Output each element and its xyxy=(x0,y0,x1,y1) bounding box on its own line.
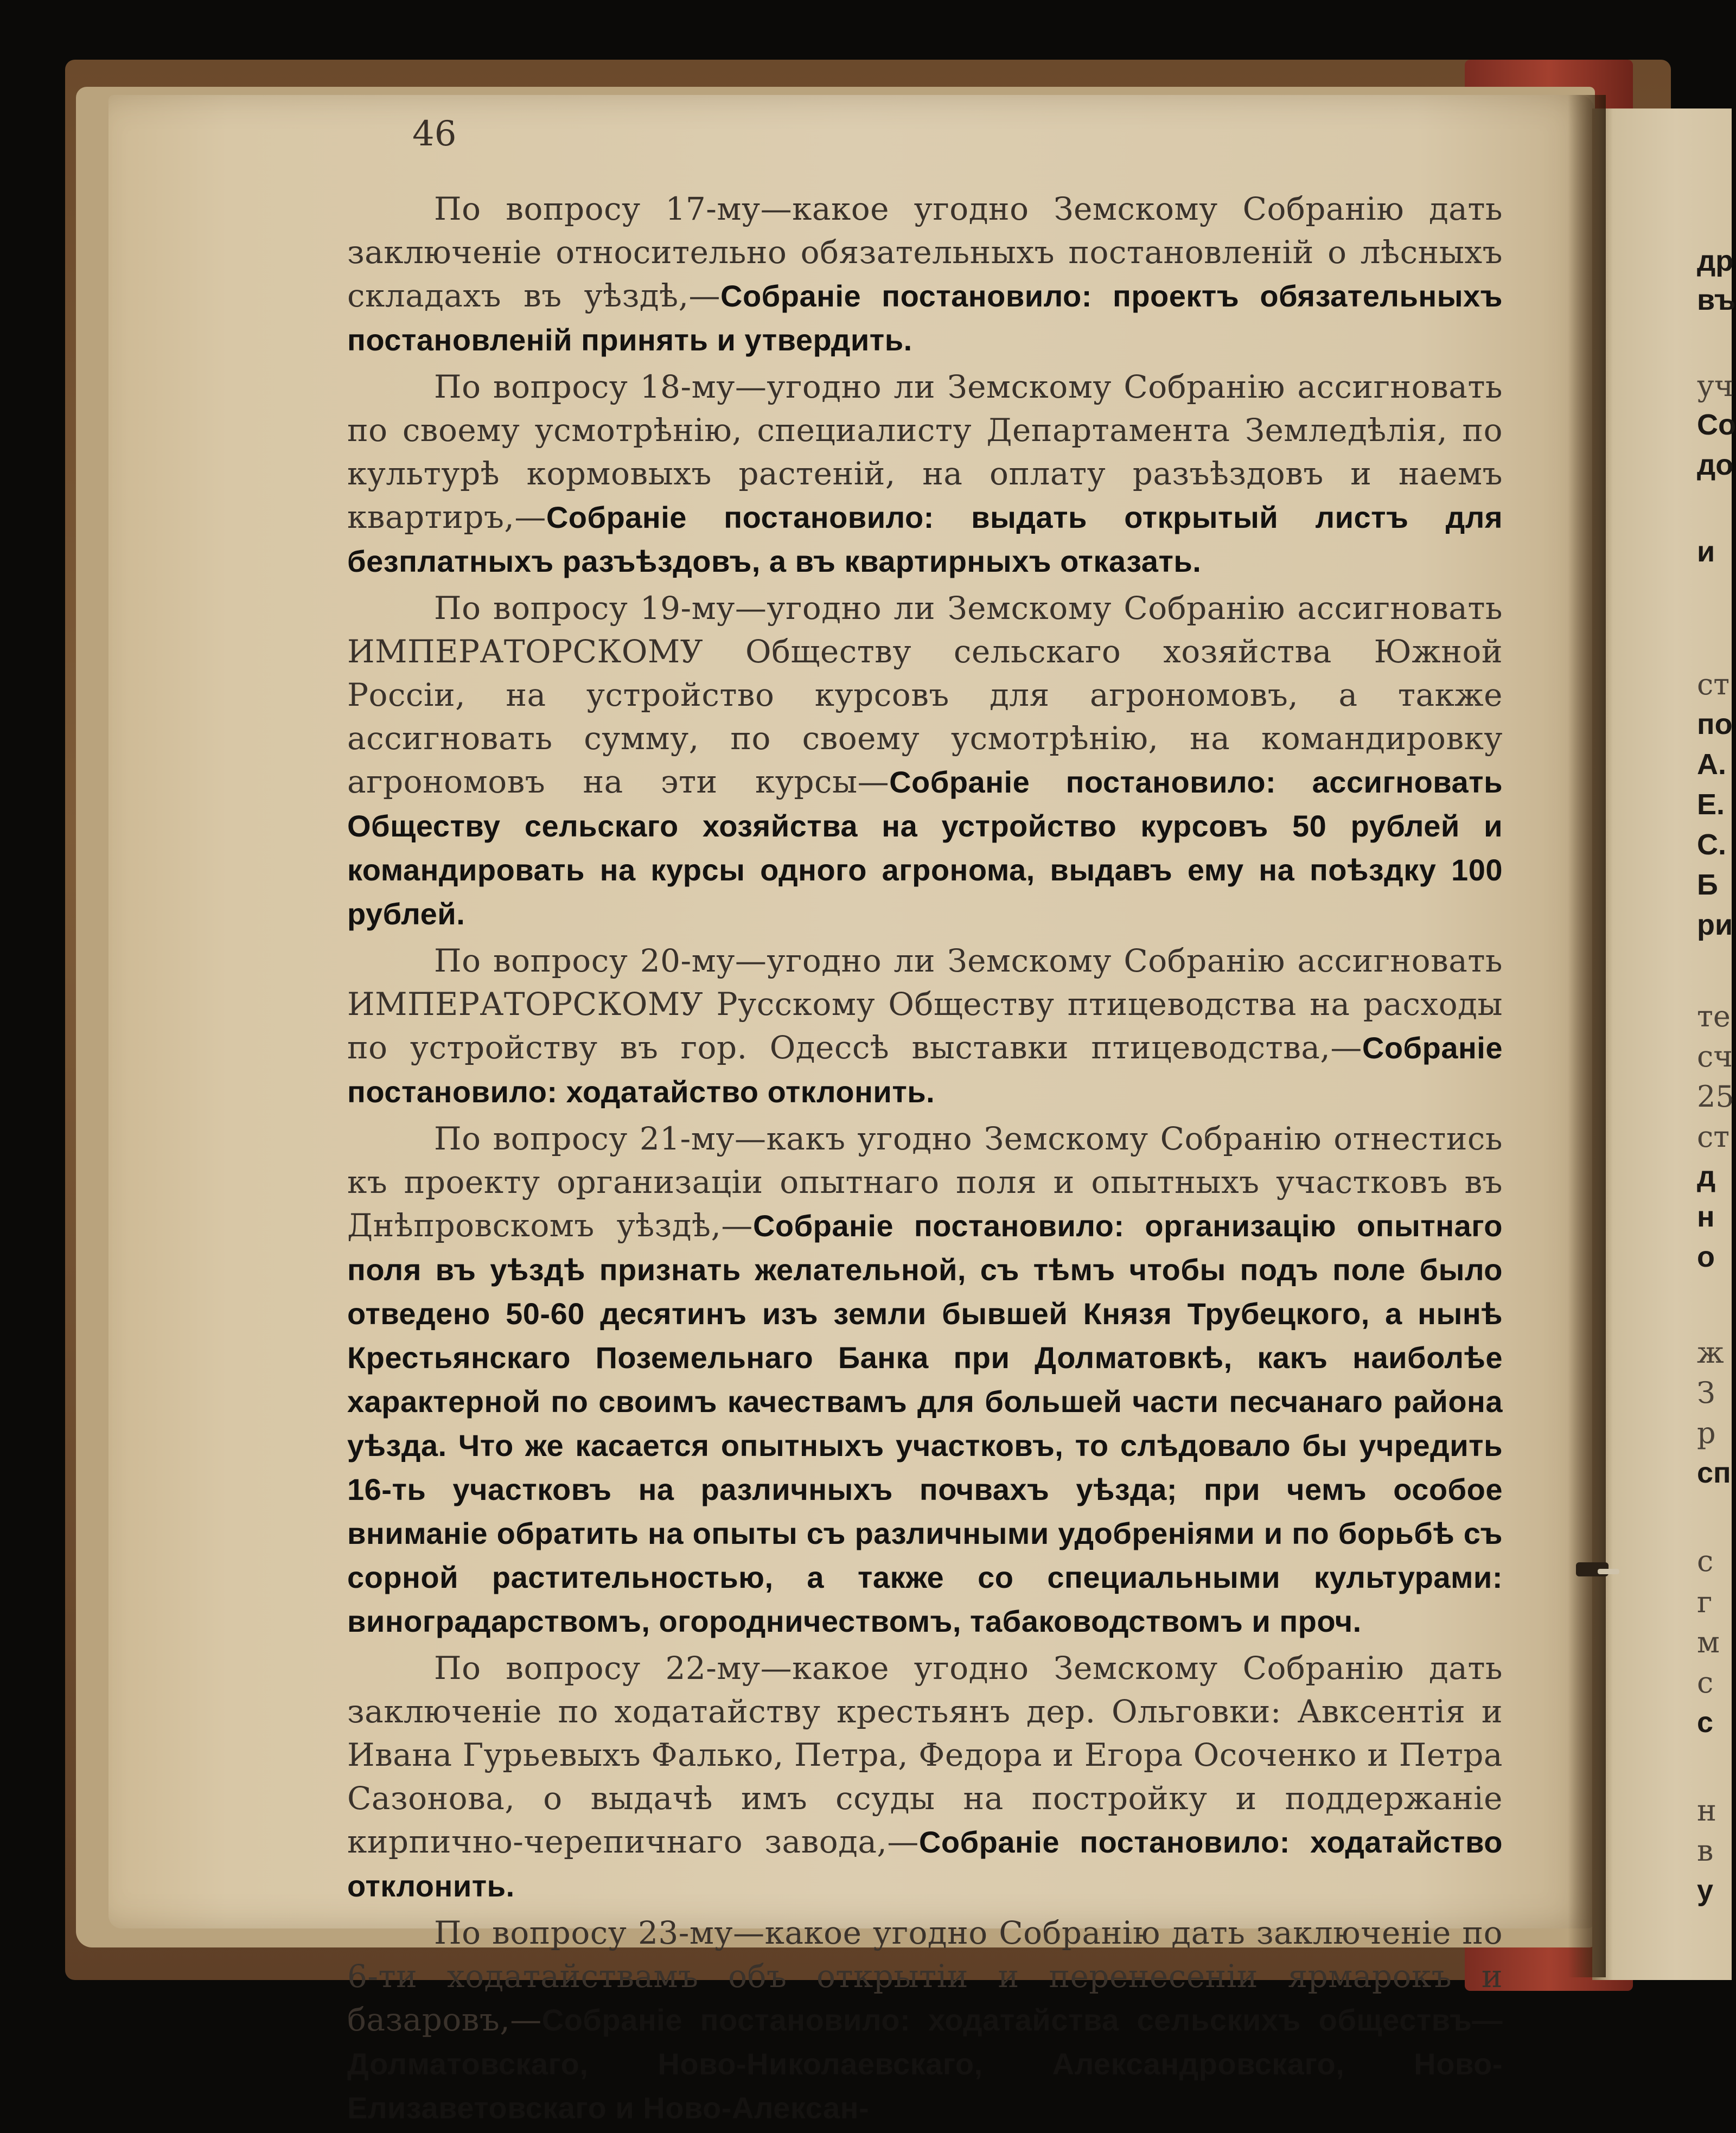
right-fragment: у xyxy=(1697,1874,1714,1907)
question-text: По вопросу 22-му—какое угодно Земскому Собранію дать заключеніе по ходатайству крестьянъ дер. Ольговки: Авксентія и Ивана Гурьевыхъ Фалько, Петра, Федора и Егора Осоченко и Петра Сазонова, о выдачѣ имъ ссуды на постройку и поддержаніе кирпично-черепичнаго завода,— xyxy=(347,1650,1503,1860)
right-fragment: те xyxy=(1697,999,1731,1033)
paragraph-question-20 xyxy=(347,939,1503,1114)
right-fragment: сч xyxy=(1697,1039,1733,1074)
question-text: По вопросу 23-му—какое угодно Собранію дать заключеніе по 6-ти ходатайствамъ объ открытіи и перенесеніи ярмарокъ и базаровъ,— xyxy=(347,1914,1503,2038)
right-fragment: Е. xyxy=(1697,788,1725,821)
right-fragment: А. xyxy=(1697,748,1726,781)
paragraph-question-23 xyxy=(347,1911,1503,2130)
right-fragment: в xyxy=(1697,1834,1714,1868)
right-fragment: н xyxy=(1697,1793,1716,1828)
right-fragment: ри xyxy=(1697,909,1733,941)
resolution-text: Собраніе постановило: организацію опытнаго поля въ уѣздѣ признать желательной, съ тѣмъ чтобы подъ поле было отведено 50-60 десятинъ изъ земли бывшей Князя Трубецкого, а нынѣ Крестьянскаго Поземельнаго Банка при Долматовкѣ, какъ наиболѣе характерной по своимъ качествамъ для большей части песчанаго района уѣзда. Что же касается опытныхъ участковъ, то слѣдовало бы учредить 16-ть участковъ на различныхъ почвахъ уѣзда; при чемъ особое вниманіе обратить на опыты съ различными удобреніями и по борьбѣ съ сорной растительностью, а также со специальными культурами: виноградарствомъ, огородничествомъ, табаководствомъ и проч. xyxy=(347,1209,1503,1638)
resolution-text: Собраніе постановило: ходатайство отклонить. xyxy=(347,1031,1503,1109)
page-number: 46 xyxy=(412,114,457,154)
right-fragment: Б xyxy=(1697,868,1718,901)
paragraph-question-22 xyxy=(347,1646,1503,1908)
right-fragment: м xyxy=(1697,1625,1720,1659)
question-text: По вопросу 17-му—какое угодно Земскому Собранію дать заключеніе относительно обязательныхъ постановленій о лѣсныхъ складахъ въ уѣздѣ,— xyxy=(347,190,1503,314)
resolution-text: Собраніе постановило: ассигновать Обществу сельскаго хозяйства на устройство курсовъ 50 рублей и командировать на курсы одного агронома, выдавъ ему на поѣздку 100 рублей. xyxy=(347,765,1503,931)
paragraph-question-18 xyxy=(347,365,1503,583)
right-fragment: уч xyxy=(1697,369,1734,403)
question-text: По вопросу 18-му—угодно ли Земскому Собранію ассигновать по своему усмотрѣнію, специалисту Департамента Земледѣлія, по культурѣ кормовыхъ растеній, на оплату разъѣздовъ и наемъ квартиръ,— xyxy=(347,368,1503,535)
paragraph-question-21 xyxy=(347,1117,1503,1643)
right-fragment: с xyxy=(1697,1706,1714,1739)
paragraph-question-19 xyxy=(347,586,1503,936)
right-fragment: З xyxy=(1697,1376,1715,1410)
page-gutter xyxy=(1568,95,1606,1977)
right-fragment: въ xyxy=(1697,284,1736,316)
right-fragment: с xyxy=(1697,1665,1714,1700)
question-text: По вопросу 20-му—угодно ли Земскому Собранію ассигновать ИМПЕРАТОРСКОМУ Русскому Обществу птицеводства на расходы по устройству въ гор. Одессѣ выставки птицеводства,— xyxy=(347,942,1503,1066)
resolution-text: Собраніе постановило: ходатайства сельскихъ обществъ—Долматовскаго, Ново-Николаевскаго, Александровскаго, Ново-Елизаветовскаго и Ново-Алексан- xyxy=(347,2003,1503,2125)
right-fragment: по xyxy=(1697,708,1733,740)
right-fragment: до xyxy=(1697,449,1734,481)
right-fragment: д xyxy=(1697,1160,1716,1193)
binding-clip-highlight xyxy=(1598,1569,1619,1574)
paragraph-question-17 xyxy=(347,187,1503,362)
right-fragment: сп xyxy=(1697,1457,1731,1489)
right-fragment: 25 xyxy=(1697,1080,1734,1114)
right-fragment: р xyxy=(1697,1416,1716,1450)
right-fragment: С. xyxy=(1697,828,1726,861)
right-fragment: и xyxy=(1697,535,1715,568)
page-text xyxy=(347,187,1503,2133)
right-fragment: н xyxy=(1697,1200,1715,1233)
right-fragment: ст xyxy=(1697,667,1730,701)
right-fragment: др xyxy=(1697,245,1734,277)
right-fragment: ст xyxy=(1697,1120,1730,1154)
right-fragment: с xyxy=(1697,1544,1714,1578)
resolution-text: Собраніе постановило: выдать открытый листъ для безплатныхъ разъѣздовъ, а въ квартирныхъ отказать. xyxy=(347,500,1503,578)
question-text: По вопросу 21-му—какъ угодно Земскому Собранію отнестись къ проекту организаціи опытнаго поля и опытныхъ участковъ въ Днѣпровскомъ уѣздѣ,— xyxy=(347,1120,1503,1244)
right-fragment: о xyxy=(1697,1241,1715,1273)
right-fragment: г xyxy=(1697,1585,1713,1619)
right-fragment: ж xyxy=(1697,1336,1724,1370)
right-fragment: Со xyxy=(1697,408,1736,441)
resolution-text: Собраніе постановило: проектъ обязательныхъ постановленій принять и утвердить. xyxy=(347,279,1503,357)
question-text: По вопросу 19-му—угодно ли Земскому Собранію ассигновать ИМПЕРАТОРСКОМУ Обществу сельскаго хозяйства Южной Россіи, на устройство курсовъ для агрономовъ, а также ассигновать сумму, по своему усмотрѣнію, на командировку агрономовъ на эти курсы— xyxy=(347,590,1503,800)
resolution-text: Собраніе постановило: ходатайство отклонить. xyxy=(347,1825,1503,1903)
